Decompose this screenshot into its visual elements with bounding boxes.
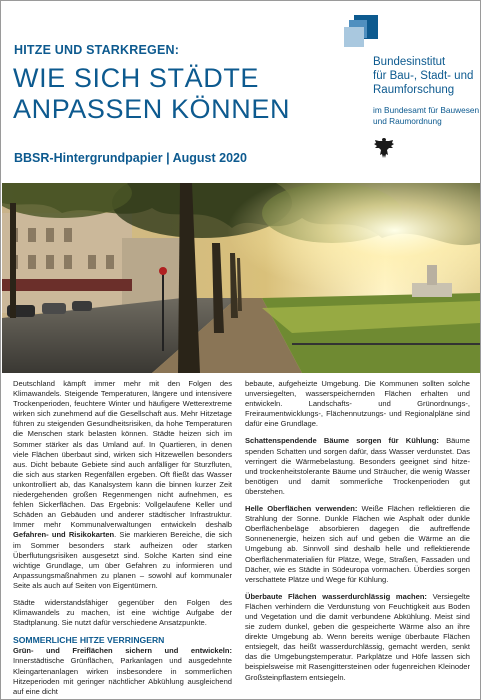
paragraph-1-emphasis: Gefahren- und Risikokarten <box>13 530 115 540</box>
institution-sub-line-1: im Bundesamt für Bauwesen <box>373 105 480 115</box>
federal-eagle-icon <box>373 136 395 160</box>
paragraph-1-end: . Sie markieren Bereiche, die sich im Sommer besonders stark aufheizen oder starken Überflutungsrisiken ausgesetzt sind. Solche Karten sind eine wichtige Grundlage, um über Gefahren zu informieren und Anpassungsmaßnahmen zu planen – sowohl auf kommunaler Seite als auch auf Seiten von Eigentümern. <box>13 530 233 590</box>
institution-name <box>373 55 473 97</box>
paragraph-5-lead: Schattenspendende Bäume sorgen für Kühlung: <box>245 436 439 446</box>
tree-lined-street-photo <box>2 183 481 373</box>
institution-line-3: Raumforschung <box>373 84 455 96</box>
paragraph-7-text: Versiegelte Flächen verhindern die Verdunstung von Feuchtigkeit aus Boden und Vegetation und die damit verbundene Abkühlung. Meist sind sie zudem dunkel, geben die gespeicherte Wärme also an ihre direkte Umgebung ab. Wenn bereits wenige überbaute Flächen entsiegelt, das heißt wasserdurchlässig, gemacht werden, senkt das die Umgebungstemperatur. Parkplätze und Höfe lassen sich beispielsweise mit Rasengittersteinen oder fugenreichen Kleinoder Großsteinpflastern entsiegeln. <box>245 591 470 682</box>
title-line-1: WIE SICH STÄDTE <box>13 63 260 93</box>
paragraph-2: Städte widerstandsfähiger gegenüber den Folgen des Klimawandels zu machen, ist eine wichtige Aufgabe der Stadtplanung. Sie nutzt dafür verschiedene Ansatzpunkte. <box>13 597 232 628</box>
paragraph-6-lead: Helle Oberflächen verwenden: <box>245 504 358 514</box>
paragraph-7 <box>245 592 470 683</box>
bbsr-logo-icon <box>344 15 378 49</box>
paragraph-3 <box>13 646 232 696</box>
paragraph-7-lead: Überbaute Flächen wasserdurchlässig machen: <box>245 591 427 601</box>
body-column-left <box>13 379 232 700</box>
paragraph-6 <box>245 504 470 585</box>
paragraph-3-lead: Grün- und Freiflächen sichern und entwickeln: <box>13 646 232 656</box>
paragraph-5-text: Bäume spenden Schatten und sorgen dafür, dass Wasser verdunstet. Das verringert die Wärmebelastung. Besonders geeignet sind hitze- und trockenheitstolerante Bäume und Sträucher, die wenig Wasser benötigen und damit sommerliche Trockenperioden gut überstehen. <box>245 436 470 496</box>
paragraph-1-text: Deutschland kämpft immer mehr mit den Folgen des Klimawandels. Steigende Temperaturen, längere und intensivere Trockenperioden, feuchtere Winter und häufigere Wetterextreme wirken sich zunehmend auf die Gesellschaft aus. Mehr Hitzetage führen zu steigenden Gesundheitsrisiken, da hohe Temperaturen die Menschen stark belasten können. Städte heizen sich im Sommer stärker als das Umland auf. In Quartieren, in denen viele Flächen überbaut sind, wirken sich Hitzewellen besonders aus. Dicht bebaute Gebiete sind auch anfälliger für Sturzfluten, die sich aus starken Regenfällen ergeben. Oft fließt das Wasser unkontrolliert ab, das Kanalsystem kann die binnen kurzer Zeit niedergehenden großen Regenmengen nicht aufnehmen, es fehlen Sickerflächen. Das Ergebnis: Vollgelaufene Keller und Schäden an Gebäuden und anderer städtischer Infrastruktur. Immer mehr Kommunalverwaltungen entwickeln deshalb <box>13 379 232 530</box>
section-heading: SOMMERLICHE HITZE VERRINGERN <box>13 635 165 646</box>
institution-line-2: für Bau-, Stadt- und <box>373 70 474 82</box>
title-line-2: ANPASSEN KÖNNEN <box>13 94 291 124</box>
institution-sub-line-2: und Raumordnung <box>373 116 442 126</box>
institution-subline <box>373 105 479 127</box>
document-subtitle: BBSR-Hintergrundpapier | August 2020 <box>14 151 247 165</box>
body-column-right <box>245 379 470 690</box>
institution-line-1: Bundesinstitut <box>373 56 446 68</box>
paragraph-4: bebaute, aufgeheizte Umgebung. Die Kommunen sollten solche unversiegelten, wasserspeichernden Flächen erhalten und entwickeln. Landschafts- und Grünordnungs-, Freiraumentwicklungs-, Flächennutzungs- und Regionalpläne sind dafür eine Grundlage. <box>245 379 470 429</box>
paragraph-5 <box>245 436 470 497</box>
paragraph-1 <box>13 379 232 591</box>
page-title <box>13 63 290 125</box>
paragraph-6-text: Weiße Flächen reflektieren die Strahlung der Sonne. Dunkle Flächen wie Asphalt oder dunkle Oberflächenbeläge absorbieren dagegen die auftreffende Sonnenenergie, heizen sich auf und geben die Wärme an die Umgebung ab. Sinnvoll sind deshalb helle und reflektierende Oberflächenmaterialien für Plätze, Wege, Straßen, Fassaden und Dächer, wie es Städte in Südeuropa vormachen. Überdies sorgen verschattete Plätze und Wege für Kühlung. <box>245 504 470 584</box>
kicker-heading: HITZE UND STARKREGEN: <box>14 43 180 57</box>
paragraph-3-text: Innerstädtische Grünflächen, Parkanlagen und ausgedehnte Kleingartenanlagen wirken insbesondere in sommerlichen Hitzeperioden mit geringer nächtlicher Abkühlung ausgleichend auf eine dicht <box>13 656 232 696</box>
